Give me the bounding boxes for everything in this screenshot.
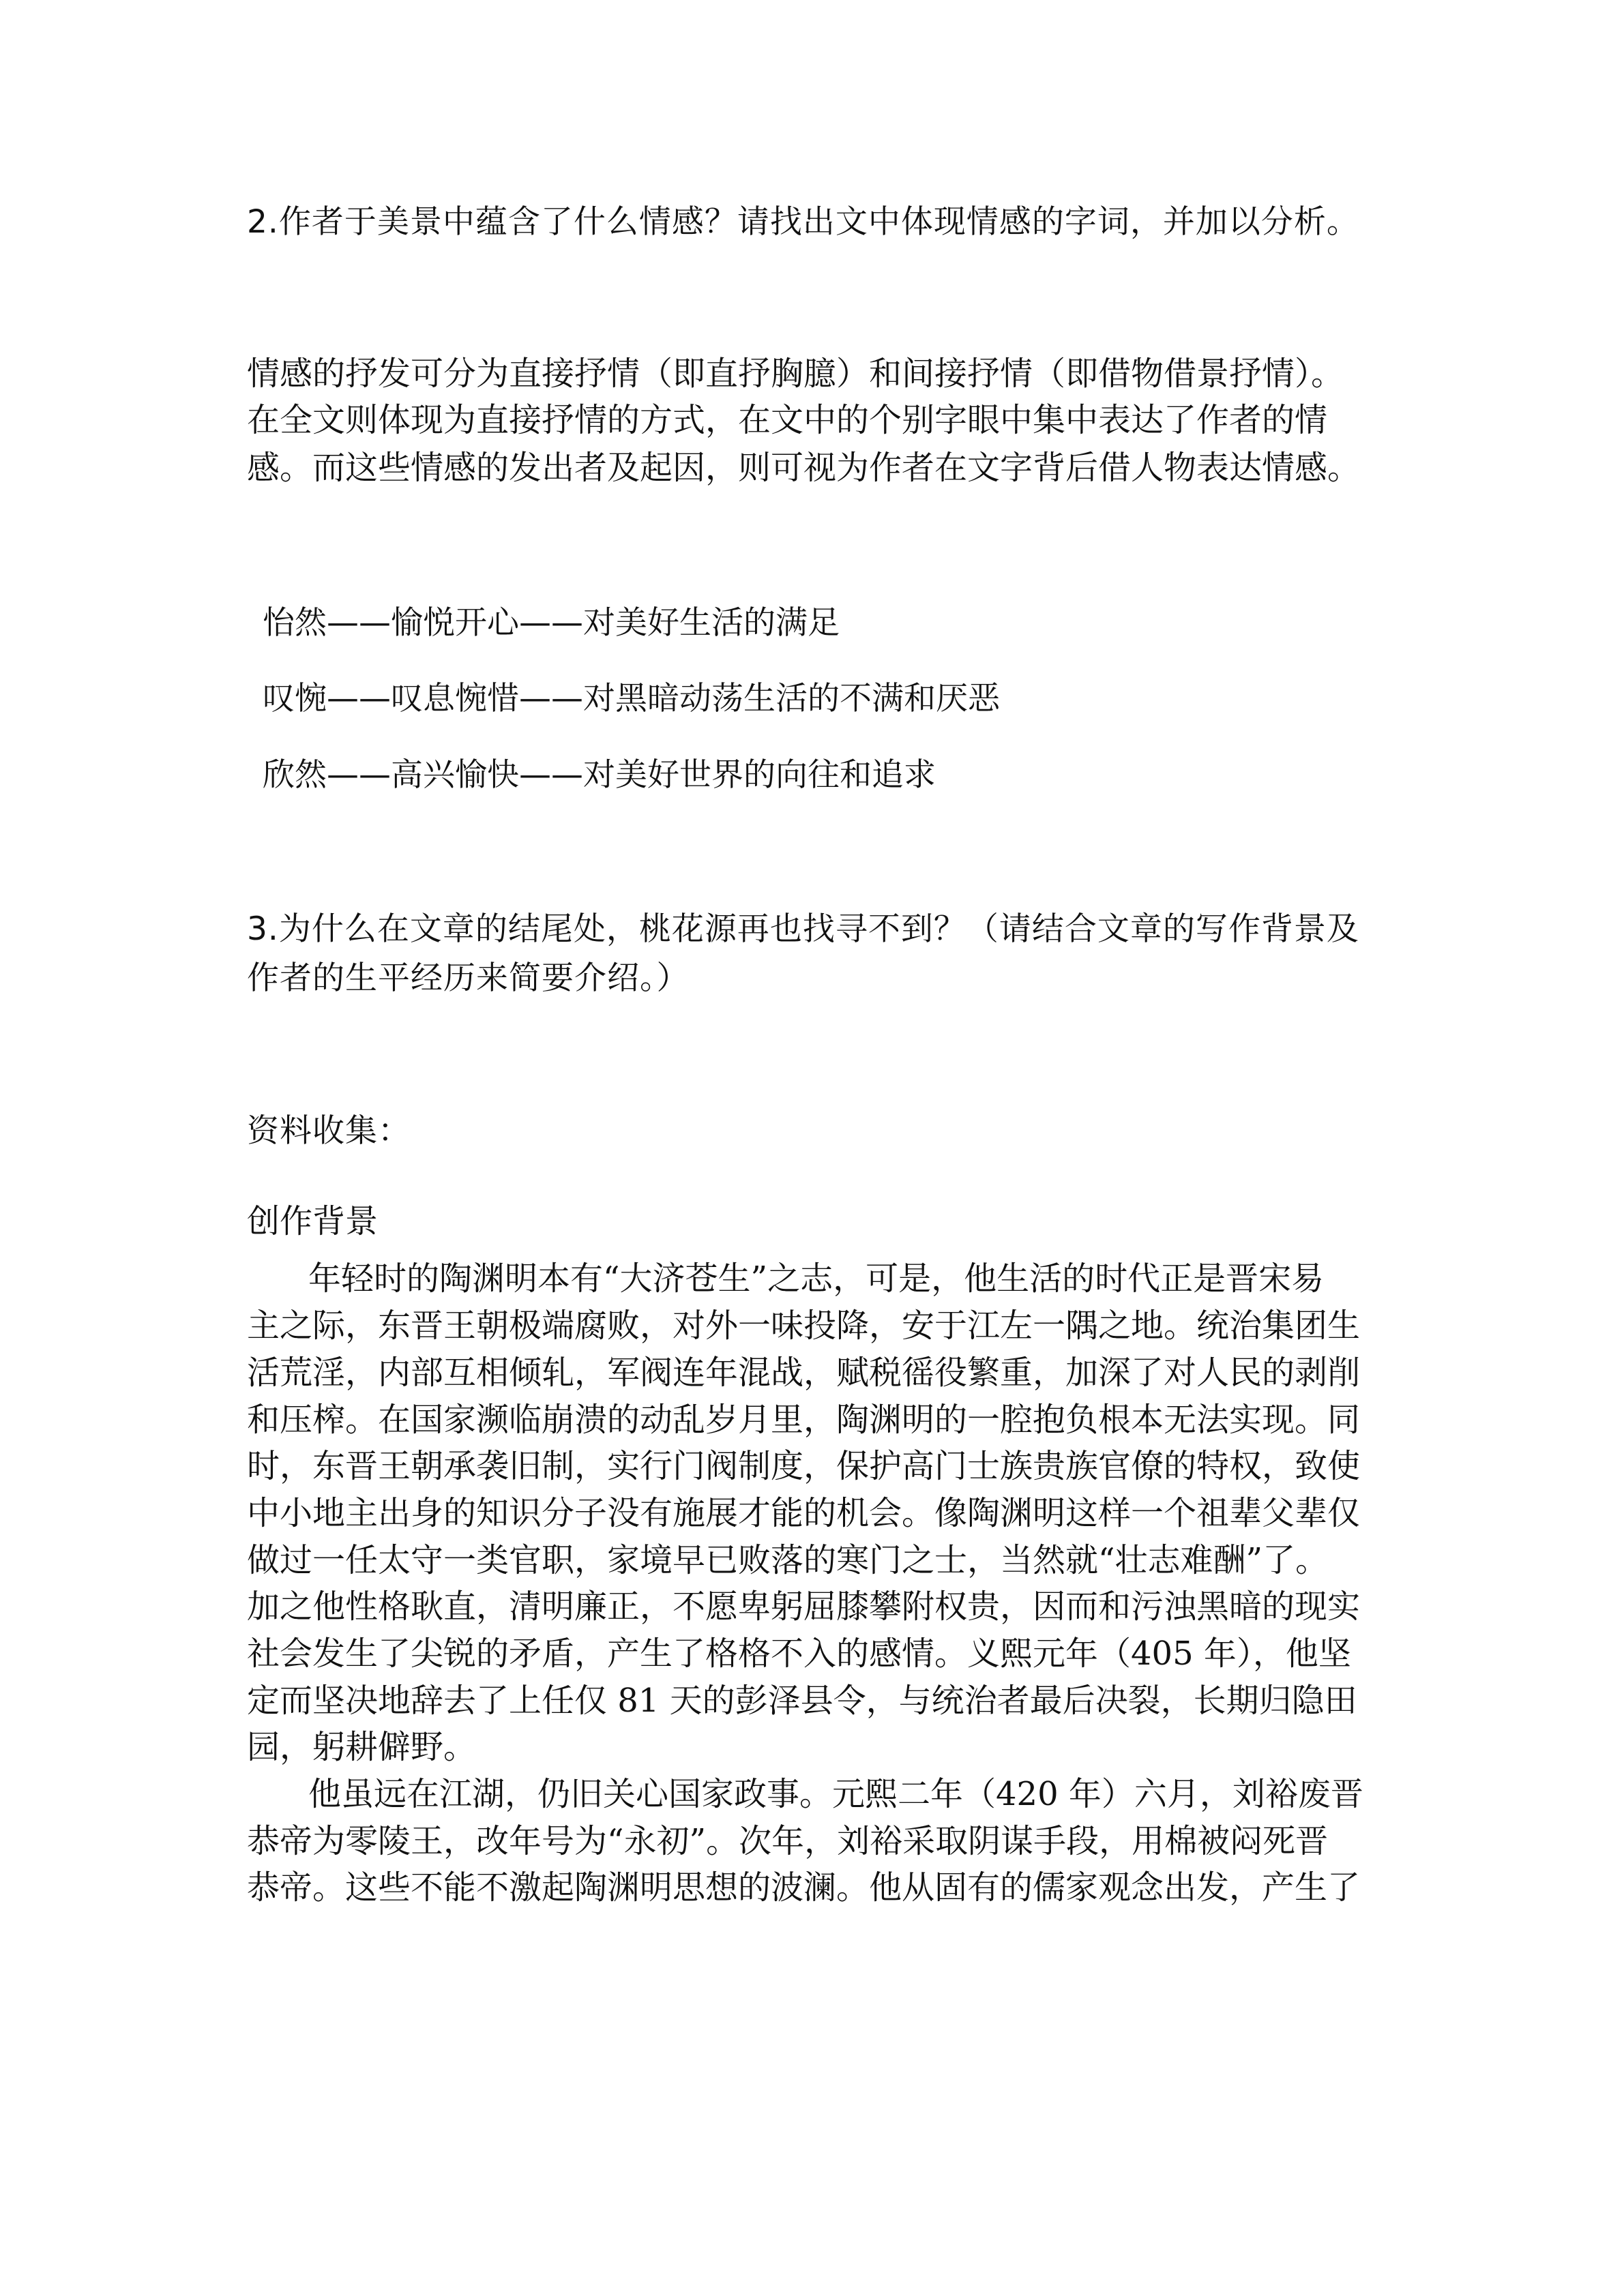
materials-heading: 资料收集： [247, 1112, 411, 1150]
emotion-item-2: 叹惋——叹息惋惜——对黑暗动荡生活的不满和厌恶 [263, 680, 1000, 717]
paragraph-1-line: 和压榨。在国家濒临崩溃的动乱岁月里，陶渊明的一腔抱负根本无法实现。同 [247, 1401, 1361, 1439]
paragraph-1-line: 活荒淫，内部互相倾轧，军阀连年混战，赋税徭役繁重，加深了对人民的剥削 [247, 1354, 1361, 1392]
question-2: 2.作者于美景中蕴含了什么情感？请找出文中体现情感的字词，并加以分析。 [247, 203, 1359, 241]
paragraph-1-line: 社会发生了尖锐的矛盾，产生了格格不入的感情。义熙元年（405 年），他坚 [247, 1635, 1351, 1673]
paragraph-1-line: 中小地主出身的知识分子没有施展才能的机会。像陶渊明这样一个祖辈父辈仅 [247, 1494, 1361, 1532]
question-3-line-2: 作者的生平经历来简要介绍。） [247, 959, 690, 997]
paragraph-1-line: 年轻时的陶渊明本有“大济苍生”之志，可是，他生活的时代正是晋宋易 [308, 1259, 1325, 1298]
emotion-item-1: 怡然——愉悦开心——对美好生活的满足 [263, 604, 840, 642]
answer-line-3: 感。而这些情感的发出者及起因，则可视为作者在文字背后借人物表达情感。 [247, 449, 1361, 487]
paragraph-1-line: 定而坚决地辞去了上任仅 81 天的彭泽县令，与统治者最后决裂，长期归隐田 [247, 1682, 1357, 1720]
paragraph-1-line: 主之际，东晋王朝极端腐败，对外一味投降，安于江左一隅之地。统治集团生 [247, 1307, 1361, 1345]
answer-line-2: 在全文则体现为直接抒情的方式，在文中的个别字眼中集中表达了作者的情 [247, 401, 1328, 439]
answer-line-1: 情感的抒发可分为直接抒情（即直抒胸臆）和间接抒情（即借物借景抒情）。 [247, 355, 1344, 393]
paragraph-2-line: 他虽远在江湖，仍旧关心国家政事。元熙二年（420 年）六月，刘裕废晋 [308, 1775, 1363, 1813]
paragraph-1-line: 加之他性格耿直，清明廉正，不愿卑躬屈膝攀附权贵，因而和污浊黑暗的现实 [247, 1587, 1361, 1626]
emotion-item-3: 欣然——高兴愉快——对美好世界的向往和追求 [263, 756, 936, 794]
paragraph-1-line: 园，躬耕僻野。 [247, 1728, 477, 1766]
paragraph-1-line: 做过一任太守一类官职，家境早已败落的寒门之士，当然就“壮志难酬”了。 [247, 1541, 1329, 1579]
paragraph-1-line: 时，东晋王朝承袭旧制，实行门阀制度，保护高门士族贵族官僚的特权，致使 [247, 1447, 1361, 1485]
materials-subheading: 创作背景 [247, 1202, 379, 1240]
question-3-line-1: 3.为什么在文章的结尾处，桃花源再也找寻不到？（请结合文章的写作背景及 [247, 910, 1359, 948]
paragraph-2-line: 恭帝。这些不能不激起陶渊明思想的波澜。他从固有的儒家观念出发，产生了 [247, 1868, 1361, 1907]
paragraph-2-line: 恭帝为零陵王，改年号为“永初”。次年，刘裕采取阴谋手段，用棉被闷死晋 [247, 1822, 1329, 1860]
